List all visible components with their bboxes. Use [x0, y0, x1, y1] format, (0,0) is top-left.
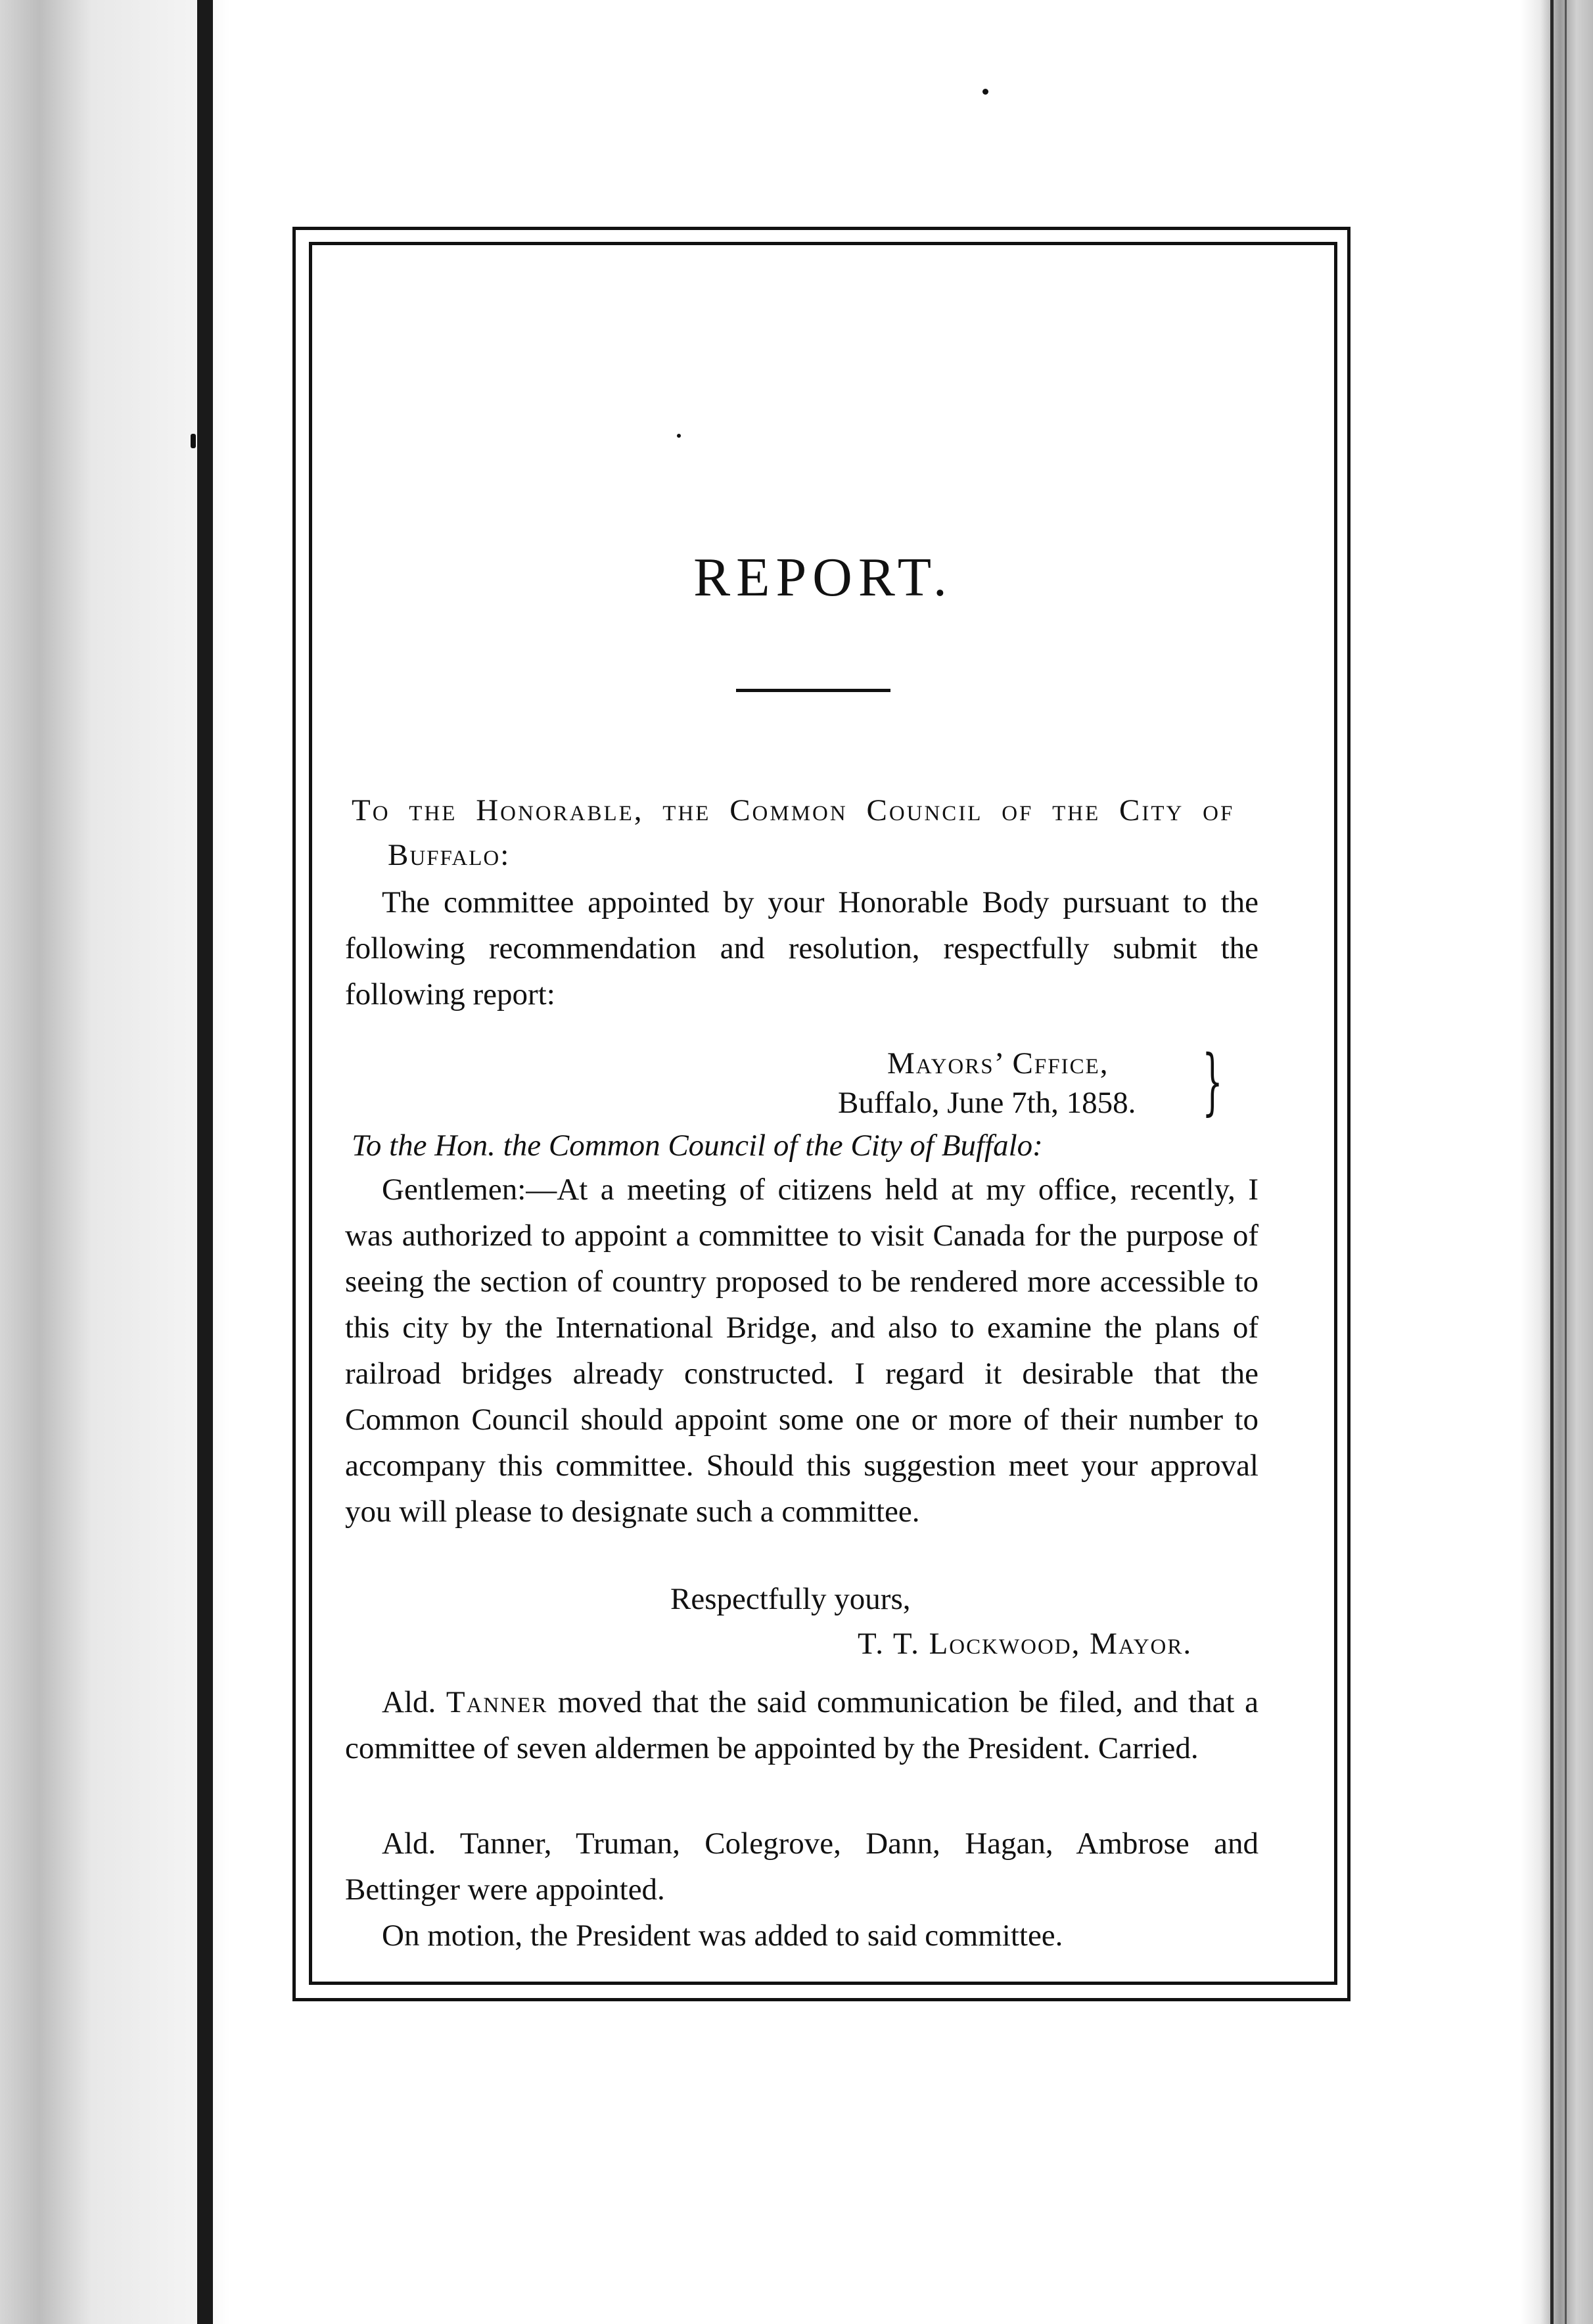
- final-paragraph: [345, 1913, 1258, 1959]
- final-text: On motion, the President was added to said committee.: [382, 1918, 1063, 1953]
- motion-paragraph: [345, 1679, 1258, 1771]
- signature-text: T. T. Lockwood, Mayor.: [858, 1627, 1193, 1661]
- signature: [858, 1622, 1192, 1666]
- page-edge-line: [1550, 0, 1554, 2324]
- closing: Respectfully yours,: [670, 1582, 911, 1616]
- letter-body: [345, 1167, 1258, 1535]
- title-rule: [736, 689, 890, 692]
- motion-prefix: Ald.: [382, 1685, 436, 1719]
- office-line-1: Mayors’ Cffice,: [887, 1046, 1109, 1081]
- letter-address: To the Hon. the Common Council of the City of Buffalo:: [352, 1128, 1043, 1163]
- intro-text: The committee appointed by your Honorable Body pursuant to the following recommendation and resolution, respectfully submit the following report:: [345, 885, 1258, 1011]
- ink-speck: [191, 434, 196, 448]
- salutation-line-1: To the Honorable, the Common Council of the City of: [352, 793, 1235, 827]
- letter-body-text: Gentlemen:—At a meeting of citizens held at my office, recently, I was authorized to appoint a committee to visit Canada for the purpose of seeing the section of country proposed to be rendered more accessible to this city by the International Bridge, and also to examine the plans of railroad bridges already constructed. I regard it desirable that the Common Council should appoint some one or more of their number to accompany this committee. Should this suggestion meet your approval you will please to designate such a committee.: [345, 1173, 1258, 1529]
- salutation-line-2: Buffalo:: [388, 838, 511, 872]
- intro-paragraph: [345, 879, 1258, 1017]
- appointed-paragraph: [345, 1821, 1258, 1913]
- motion-name: Tanner: [446, 1685, 548, 1719]
- binding-shadow-left: [0, 0, 230, 2324]
- page-edge-right: [1521, 0, 1593, 2324]
- motion-text: [345, 1679, 1258, 1771]
- brace-glyph: }: [1202, 1039, 1223, 1123]
- appointed-text: Ald. Tanner, Truman, Colegrove, Dann, Hagan, Ambrose and Bettinger were appointed.: [345, 1826, 1258, 1907]
- ink-speck: [982, 89, 988, 95]
- motion-body: moved that the said communication be filed, and that a committee of seven aldermen be appointed by the President. Carried.: [345, 1685, 1258, 1765]
- office-line-2: Buffalo, June 7th, 1858.: [838, 1086, 1136, 1120]
- page-title: REPORT.: [693, 547, 953, 608]
- binding-spine: [197, 0, 213, 2324]
- page-edge-line-secondary: [1565, 0, 1567, 2324]
